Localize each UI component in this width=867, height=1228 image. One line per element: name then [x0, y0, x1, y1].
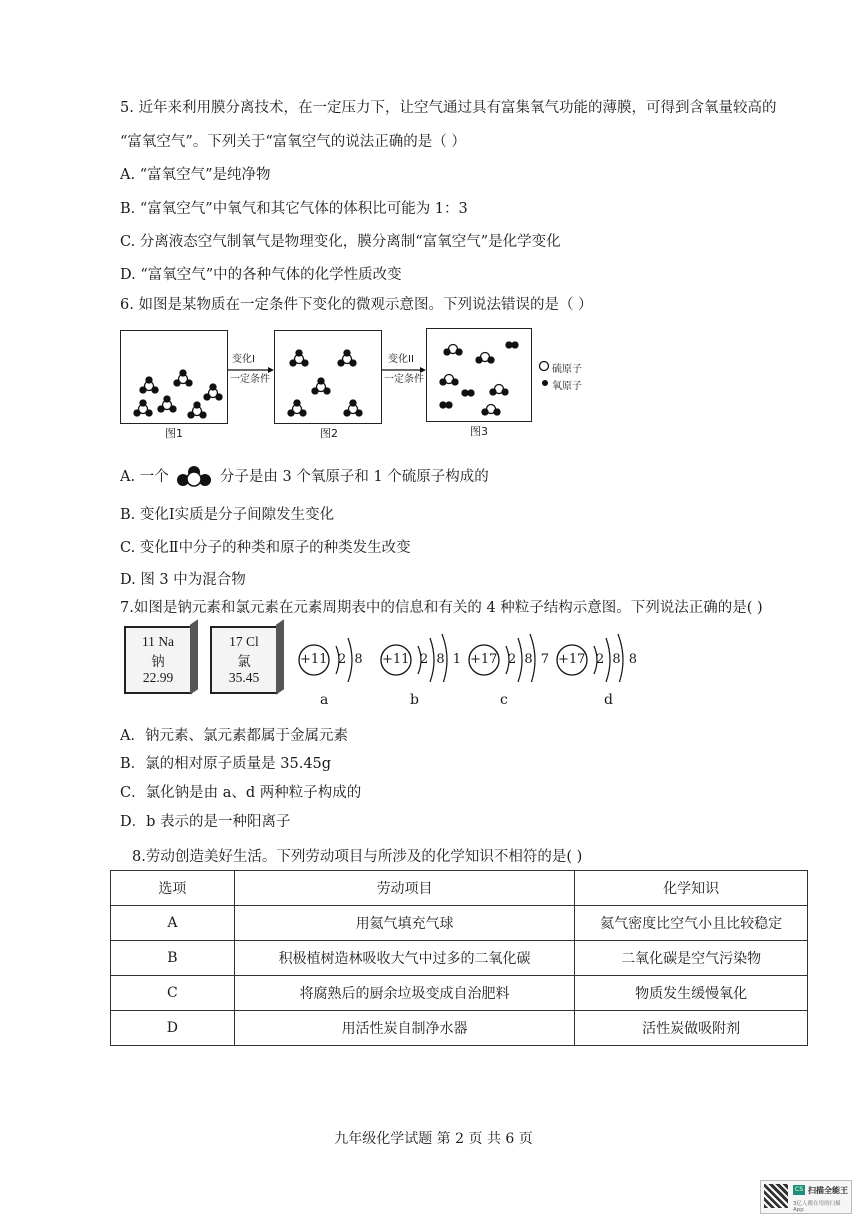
q7-option-a: A．钠元素、氯元素都属于金属元素 — [120, 728, 348, 744]
particle-a-label: a — [320, 692, 329, 708]
particle-b-nucleus: +11 — [382, 652, 410, 667]
particle-d-nucleus: +17 — [558, 652, 586, 667]
sodium-name: 钠 — [151, 654, 165, 669]
figure-2-molecules — [275, 331, 381, 423]
table-cell-option: B — [111, 941, 235, 976]
q6-option-b: B. 变化Ⅰ实质是分子间隙发生变化 — [120, 507, 335, 523]
figure-1-box — [120, 330, 228, 424]
table-cell-knowledge: 物质发生缓慢氧化 — [575, 976, 808, 1011]
legend-sulfur-label: 硫原子 — [552, 364, 582, 375]
particle-b-label: b — [410, 692, 419, 708]
table-cell-option: D — [111, 1011, 235, 1046]
table-cell-labor: 积极植树造林吸收大气中过多的二氧化碳 — [234, 941, 574, 976]
q6-option-a-suffix: 分子是由 3 个氧原子和 1 个硫原子构成的 — [219, 469, 489, 485]
table-cell-option: C — [111, 976, 235, 1011]
table-cell-labor: 用活性炭自制净水器 — [234, 1011, 574, 1046]
table-header-row — [111, 871, 808, 906]
chlorine-number-symbol — [212, 634, 276, 650]
q7-option-c: C．氯化钠是由 a、d 两种粒子构成的 — [120, 785, 362, 801]
arrow-1-top-label: 变化I — [232, 354, 255, 365]
table-row — [111, 1011, 808, 1046]
scanner-brand: 扫描全能王 — [808, 1186, 848, 1195]
scanner-watermark — [760, 1180, 852, 1214]
table-cell-knowledge: 氦气密度比空气小且比较稳定 — [575, 906, 808, 941]
cs-logo-icon: CS — [795, 1186, 803, 1193]
sodium-element-card — [124, 626, 192, 694]
sodium-card-side — [190, 619, 198, 695]
q5-option-d: D. “富氧空气”中的各种气体的化学性质改变 — [120, 267, 402, 283]
arrow-2-icon — [382, 366, 426, 374]
q7-option-d: D．b 表示的是一种阳离子 — [120, 814, 291, 830]
q8-table — [110, 870, 808, 1046]
arrow-2-top-label: 变化II — [388, 354, 414, 365]
q5-option-b: B. “富氧空气”中氧气和其它气体的体积比可能为 1：3 — [120, 201, 468, 217]
particle-a-shells: 2 8 — [338, 652, 365, 667]
q8-stem: 8.劳动创造美好生活。下列劳动项目与所涉及的化学知识不相符的是( ) — [132, 849, 583, 865]
sodium-symbol: Na — [158, 634, 175, 649]
arrow-1-bottom-label: 一定条件 — [230, 374, 270, 385]
sodium-atomic-number: 11 — [141, 634, 155, 649]
q5-option-a: A. “富氧空气”是纯净物 — [120, 167, 271, 183]
figure-3-molecules — [427, 329, 531, 421]
sodium-mass: 22.99 — [142, 670, 174, 685]
particle-c-nucleus: +17 — [470, 652, 498, 667]
table-header-option: 选项 — [111, 871, 235, 906]
particle-c-shells: 2 8 7 — [508, 652, 552, 667]
table-row — [111, 976, 808, 1011]
particle-d-label: d — [604, 692, 613, 708]
table-cell-knowledge: 活性炭做吸附剂 — [575, 1011, 808, 1046]
q6-stem: 6. 如图是某物质在一定条件下变化的微观示意图。下列说法错误的是（ ） — [120, 297, 593, 313]
legend-oxygen-label: 氧原子 — [552, 381, 582, 392]
sodium-number-symbol — [126, 634, 190, 650]
table-cell-labor: 将腐熟后的厨余垃圾变成自治肥料 — [234, 976, 574, 1011]
table-row — [111, 906, 808, 941]
particle-a-nucleus: +11 — [300, 652, 328, 667]
q7-option-b: B．氯的相对原子质量是 35.45g — [120, 756, 332, 772]
so3-molecule-icon — [175, 465, 213, 487]
q6-option-d: D. 图 3 中为混合物 — [120, 572, 246, 588]
chlorine-name: 氯 — [237, 654, 251, 669]
q6-option-c: C. 变化Ⅱ中分子的种类和原子的种类发生改变 — [120, 540, 411, 556]
q5-option-c: C. 分离液态空气制氧气是物理变化，膜分离制“富氧空气”是化学变化 — [120, 234, 561, 250]
sulfur-atom-legend-icon — [538, 360, 550, 372]
table-header-knowledge: 化学知识 — [575, 871, 808, 906]
chlorine-mass: 35.45 — [228, 670, 260, 685]
chlorine-card-side — [276, 619, 284, 695]
table-header-labor: 劳动项目 — [234, 871, 574, 906]
scanner-subtitle: 3亿人都在用的扫描App — [793, 1201, 841, 1213]
chlorine-element-card — [210, 626, 278, 694]
figure-1-caption: 图1 — [165, 427, 183, 440]
particle-d-shells: 2 8 8 — [596, 652, 640, 667]
chlorine-atomic-number: 17 — [229, 634, 243, 649]
figure-1-molecules — [121, 331, 227, 423]
qr-code-icon — [764, 1184, 788, 1208]
chlorine-symbol: Cl — [246, 634, 259, 649]
particle-c-label: c — [500, 692, 508, 708]
figure-2-box — [274, 330, 382, 424]
q6-option-a — [120, 465, 489, 487]
q7-stem: 7.如图是钠元素和氯元素在元素周期表中的信息和有关的 4 种粒子结构示意图。下列说法正确的是( ) — [120, 600, 763, 616]
figure-3-caption: 图3 — [470, 425, 488, 438]
figure-2-caption: 图2 — [320, 427, 338, 440]
figure-3-box — [426, 328, 532, 422]
table-cell-labor: 用氦气填充气球 — [234, 906, 574, 941]
arrow-1-icon — [228, 366, 274, 374]
page-footer: 九年级化学试题 第 2 页 共 6 页 — [334, 1131, 533, 1147]
q5-stem-line1: 5. 近年来利用膜分离技术，在一定压力下，让空气通过具有富集氧气功能的薄膜，可得到含氧量较高的 — [120, 100, 777, 116]
table-row — [111, 941, 808, 976]
arrow-2-bottom-label: 一定条件 — [384, 374, 424, 385]
q5-stem-line2: “富氧空气”。下列关于“富氧空气的说法正确的是（ ） — [120, 134, 466, 150]
particle-b-shells: 2 8 1 — [420, 652, 464, 667]
q6-option-a-prefix: A. 一个 — [120, 469, 169, 485]
table-cell-option: A — [111, 906, 235, 941]
table-cell-knowledge: 二氧化碳是空气污染物 — [575, 941, 808, 976]
oxygen-atom-legend-icon — [540, 378, 550, 388]
